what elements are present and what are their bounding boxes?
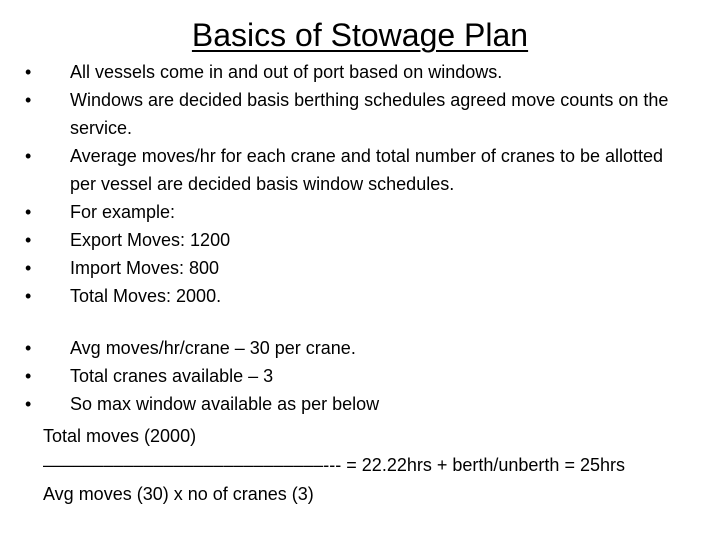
bullet-dot: • bbox=[25, 338, 32, 358]
bullet-item bbox=[0, 198, 690, 226]
bullet-dot: • bbox=[25, 202, 32, 222]
bullet-item bbox=[0, 362, 690, 390]
bullet-text: Total Moves: 2000. bbox=[70, 286, 222, 306]
bullet-dot: • bbox=[25, 230, 32, 250]
formula-denominator: Avg moves (30) x no of cranes (3) bbox=[43, 484, 314, 504]
bullet-dot: • bbox=[25, 90, 32, 110]
bullet-dot: • bbox=[25, 258, 32, 278]
bullet-text: Export Moves: 1200 bbox=[70, 230, 231, 250]
bullet-text: For example: bbox=[70, 202, 176, 222]
bullet-text: Average moves/hr for each crane and total number of cranes to be allotted per vessel are decided basis window schedules. bbox=[70, 146, 664, 194]
bullet-text: Total cranes available – 3 bbox=[70, 366, 274, 386]
bullet-dot: • bbox=[25, 62, 32, 82]
bottom-bullet-list bbox=[0, 334, 690, 418]
slide-title-text: Basics of Stowage Plan bbox=[191, 17, 529, 53]
bullet-item bbox=[0, 282, 690, 310]
bullet-item bbox=[0, 334, 690, 362]
slide-title bbox=[0, 14, 720, 56]
bullet-text: All vessels come in and out of port based on windows. bbox=[70, 62, 503, 82]
bullet-item bbox=[0, 86, 690, 142]
bullet-dot: • bbox=[25, 286, 32, 306]
bullet-item bbox=[0, 142, 690, 198]
bullet-item bbox=[0, 254, 690, 282]
bullet-item bbox=[0, 58, 690, 86]
top-bullet-list bbox=[0, 58, 690, 310]
bullet-dot: • bbox=[25, 394, 32, 414]
bullet-item bbox=[0, 390, 690, 418]
bullet-text: Import Moves: 800 bbox=[70, 258, 220, 278]
bullet-item bbox=[0, 226, 690, 254]
bullet-text: Windows are decided basis berthing schedules agreed move counts on the service. bbox=[70, 90, 669, 138]
formula-divider-result: ––––––––––––––––––––––––––––--- = 22.22hrs + berth/unberth = 25hrs bbox=[43, 455, 625, 475]
formula-numerator: Total moves (2000) bbox=[43, 426, 197, 446]
bullet-dot: • bbox=[25, 366, 32, 386]
bullet-dot: • bbox=[25, 146, 32, 166]
bullet-text: Avg moves/hr/crane – 30 per crane. bbox=[70, 338, 356, 358]
bullet-text: So max window available as per below bbox=[70, 394, 380, 414]
